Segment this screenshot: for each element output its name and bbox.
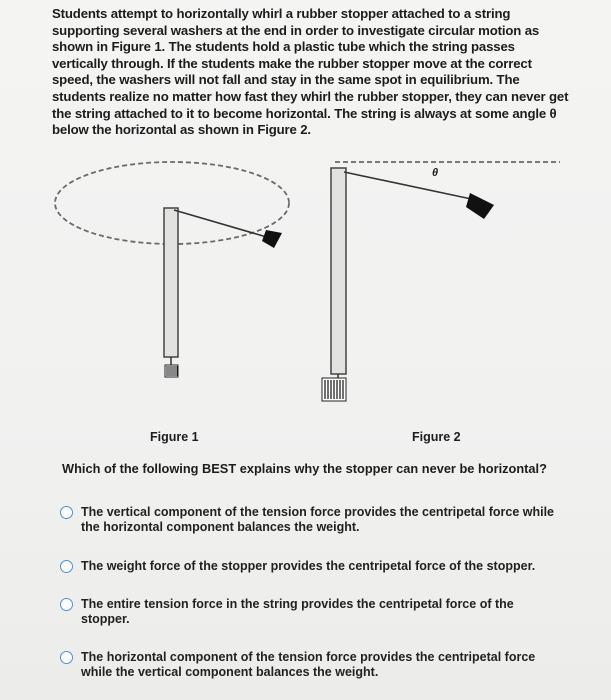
radio-button[interactable]: [60, 651, 73, 664]
answer-option-1[interactable]: [60, 505, 560, 534]
radio-button[interactable]: [60, 598, 73, 611]
option-label: The weight force of the stopper provides the centripetal force of the stopper.: [81, 559, 536, 573]
option-label: The entire tension force in the string provides the centripetal force of the stopper.: [81, 597, 514, 626]
radio-button[interactable]: [60, 506, 73, 519]
figure2-string: [344, 172, 476, 200]
question-text: Students attempt to horizontally whirl a rubber stopper attached to a string supporting several washers at the end in order to investigate circular motion as shown in Figure 1. The students hold a plastic tube which the string passes vertically through. If the students make the rubber stopper move at the correct speed, the washers will not fall and stay in the same spot in equilibrium. The students realize no matter how fast they whirl the rubber stopper, they can never get the string attached to it to become horizontal. The string is always at some angle θ below the horizontal as shown in Figure 2.: [52, 6, 569, 138]
question-prompt: Which of the following BEST explains why the stopper can never be horizontal?: [62, 461, 547, 476]
figure1-tube: [164, 208, 178, 357]
figure1-string: [174, 210, 270, 238]
option-label: The vertical component of the tension force provides the centripetal force while the horizontal component balances the weight.: [81, 505, 555, 534]
answer-option-3[interactable]: [60, 597, 560, 626]
figure1-stopper: [262, 230, 282, 248]
figure2-label: Figure 2: [412, 430, 461, 444]
answer-option-4[interactable]: [60, 650, 560, 679]
angle-label: θ: [432, 167, 439, 179]
option-label: The horizontal component of the tension force provides the centripetal force while the vertical component balances the weight.: [81, 650, 536, 679]
figure2-tube: [331, 168, 346, 374]
figures-diagram: [0, 150, 611, 430]
figure2-stopper: [466, 193, 494, 219]
radio-button[interactable]: [60, 560, 73, 573]
figure1-label: Figure 1: [150, 430, 199, 444]
answer-option-2[interactable]: [60, 559, 560, 574]
